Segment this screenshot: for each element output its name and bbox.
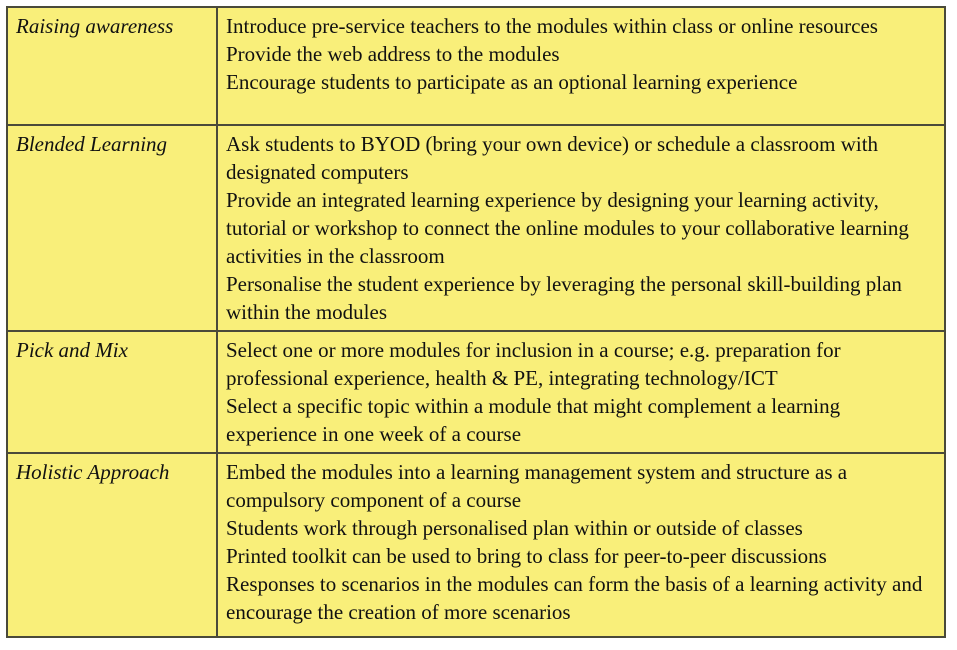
description-line: Select one or more modules for inclusion in a course; e.g. preparation for professional experience, health & PE, integrating technology/ICT: [226, 338, 841, 390]
description-line: Students work through personalised plan within or outside of classes: [226, 516, 803, 540]
table-row-raising-awareness: [8, 8, 944, 125]
description-line: Encourage students to participate as an optional learning experience: [226, 70, 798, 94]
row-description: [217, 453, 944, 636]
row-description: [217, 125, 944, 331]
description-line: Provide an integrated learning experience by designing your learning activity, tutorial or workshop to connect the online modules to your collaborative learning activities in the classroom: [226, 188, 909, 268]
description-line: Provide the web address to the modules: [226, 42, 560, 66]
description-line: Printed toolkit can be used to bring to class for peer-to-peer discussions: [226, 544, 827, 568]
strategy-table: [8, 8, 944, 636]
description-line: Ask students to BYOD (bring your own device) or schedule a classroom with designated computers: [226, 132, 879, 184]
row-description: [217, 331, 944, 453]
description-line: Introduce pre-service teachers to the modules within class or online resources: [226, 14, 878, 38]
table-row-holistic-approach: [8, 453, 944, 636]
row-label: Raising awareness: [8, 8, 217, 125]
description-line: Select a specific topic within a module that might complement a learning experience in one week of a course: [226, 394, 841, 446]
description-line: Responses to scenarios in the modules can form the basis of a learning activity and encourage the creation of more scenarios: [226, 572, 923, 624]
description-line: Embed the modules into a learning management system and structure as a compulsory component of a course: [226, 460, 848, 512]
row-label: Pick and Mix: [8, 331, 217, 453]
row-description: [217, 8, 944, 125]
table-row-blended-learning: [8, 125, 944, 331]
row-label: Blended Learning: [8, 125, 217, 331]
strategy-table-frame: [6, 6, 946, 638]
description-line: Personalise the student experience by leveraging the personal skill-building plan within the modules: [226, 272, 902, 324]
table-row-pick-and-mix: [8, 331, 944, 453]
row-label: Holistic Approach: [8, 453, 217, 636]
